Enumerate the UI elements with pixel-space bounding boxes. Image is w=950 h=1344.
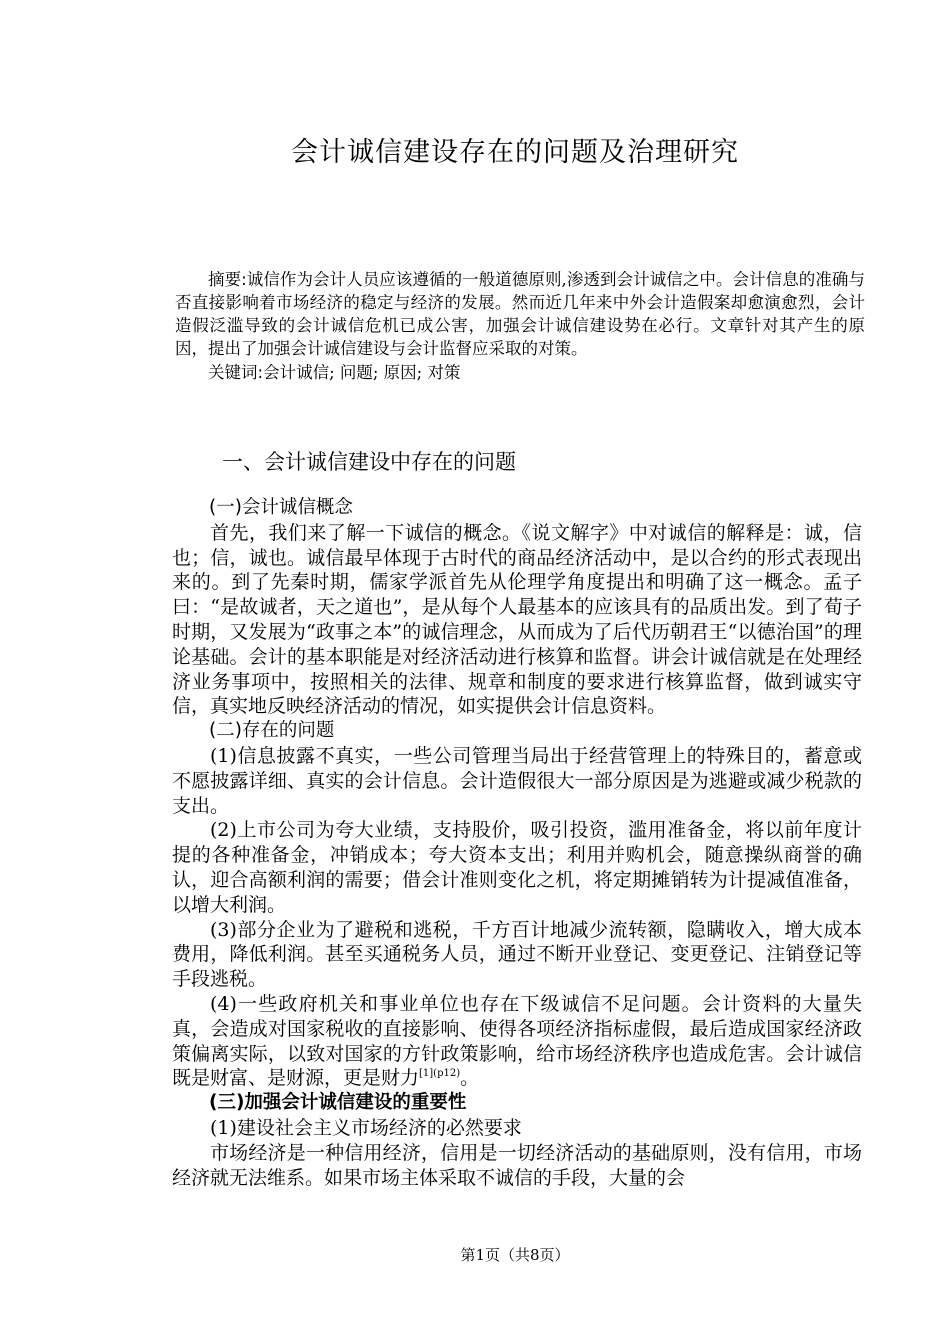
keywords-label: 关键词: <box>208 363 264 382</box>
citation-mark: [1](p12) <box>419 1068 461 1080</box>
paragraph-text: (4)一些政府机关和事业单位也存在下级诚信不足问题。会计资料的大量失真，会造成对国家税收的直接影响、使得各项经济指标虚假，最后造成国家经济政策偏离实际，以致对国家的方针政策影响，给市场经济秩序也造成危害。会计诚信既是财富、是财源，更是财力 <box>172 992 862 1090</box>
keywords-text: 会计诚信; 问题; 原因; 对策 <box>263 363 461 382</box>
section-heading-1: 一、会计诚信建设中存在的问题 <box>222 450 516 474</box>
paragraph: (3)部分企业为了避税和逃税，千方百计地减少流转额，隐瞒收入，增大成本费用，降低利润。甚至买通税务人员，通过不断开业登记、变更登记、注销登记等手段逃税。 <box>172 918 862 991</box>
document-title: 会计诚信建设存在的问题及治理研究 <box>291 137 739 168</box>
paragraph: (1)信息披露不真实，一些公司管理当局出于经营管理上的特殊目的，蓄意或不愿披露详细、真实的会计信息。会计造假很大一部分原因是为逃避或减少税款的支出。 <box>172 744 862 817</box>
abstract-block <box>175 268 865 384</box>
abstract-paragraph <box>175 268 865 360</box>
subsection-heading-problems: (二)存在的问题 <box>209 720 335 742</box>
subsection-heading-importance: (三)加强会计诚信建设的重要性 <box>209 1092 467 1114</box>
paragraph <box>172 992 862 1091</box>
keywords-line <box>175 361 865 384</box>
subsection-heading-concept: (一)会计诚信概念 <box>209 497 353 518</box>
body-text <box>172 496 862 1190</box>
list-item: (1)建设社会主义市场经济的必然要求 <box>210 1116 522 1139</box>
paragraph: 市场经济是一种信用经济，信用是一切经济活动的基础原则，没有信用，市场经济就无法维系。如果市场主体采取不诚信的手段，大量的会 <box>172 1141 862 1189</box>
paragraph: (2)上市公司为夸大业绩，支持股价，吸引投资，滥用准备金，将以前年度计提的各种准备金，冲销成本；夸大资本支出；利用并购机会，随意操纵商誉的确认，迎合高额利润的需要；借会计准则变化之机，将定期摊销转为计提减值准备，以增大利润。 <box>172 819 862 916</box>
abstract-label: 摘要: <box>208 270 247 289</box>
paragraph: 首先，我们来了解一下诚信的概念。《说文解字》中对诚信的解释是：诚，信也；信，诚也。诚信最早体现于古时代的商品经济活动中，是以合约的形式表现出来的。到了先秦时期，儒家学派首先从伦理学角度提出和明确了这一概念。孟子曰：“是故诚者，天之道也”，是从每个人最基本的应该具有的品质出发。到了荀子时期，又发展为“政事之本”的诚信理念，从而成为了后代历朝君王“以德治国”的理论基础。会计的基本职能是对经济活动进行核算和监督。讲会计诚信就是在处理经济业务事项中，按照相关的法律、规章和制度的要求进行核算监督，做到诚实守信，真实地反映经济活动的情况，如实提供会计信息资料。 <box>172 521 862 718</box>
abstract-text: 诚信作为会计人员应该遵循的一般道德原则,渗透到会计诚信之中。会计信息的准确与否直接影响着市场经济的稳定与经济的发展。然而近几年来中外会计造假案却愈演愈烈，会计造假泛滥导致的会计诚信危机已成公害，加强会计诚信建设势在必行。文章针对其产生的原因，提出了加强会计诚信建设与会计监督应采取的对策。 <box>175 270 866 358</box>
paragraph-end: 。 <box>460 1067 480 1090</box>
page-footer: 第1页（共8页） <box>460 1246 570 1264</box>
